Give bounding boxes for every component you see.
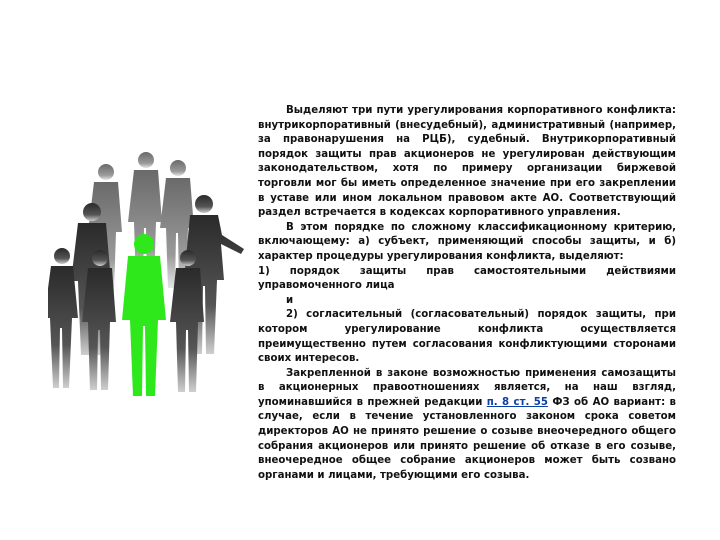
paragraph-4: и	[286, 294, 294, 306]
highlighted-green-person	[122, 234, 166, 396]
paragraph-1: Выделяют три пути урегулирования корпоративного конфликта: внутрикорпоративный (внесудебный), административный (например, за правонарушения на РЦБ), судебный. Внутрикорпоративный порядок защиты прав акционеров не урегулирован действующим законодательством, хотя по примеру организации биржевой торговли мог бы иметь определенное значение при его закреплении в уставе или ином локальном правовом акте АО. Соответствующий раздел встречается в кодексах корпоративного управления.	[258, 105, 676, 219]
paragraph-3: 1) порядок защиты прав самостоятельными действиями управомоченного лица	[258, 265, 676, 292]
paragraph-6-text-before: Закрепленной в законе возможностью применения самозащиты в акционерных правоотношениях является, на наш взгляд, упоминавшийся в прежней редакции	[258, 367, 676, 408]
main-text-block	[258, 104, 676, 483]
paragraph-2: В этом порядке по сложному классификационному критерию, включающему: а) субъект, применяющий способы защиты, и б) характер процедуры урегулирования конфликта, выделяют:	[258, 221, 676, 262]
business-people-silhouettes-image	[48, 150, 258, 410]
law-article-link[interactable]: п. 8 ст. 55	[486, 396, 548, 408]
paragraph-6	[258, 367, 676, 484]
paragraph-6-text-after: ФЗ об АО вариант: в случае, если в течение установленного законом срока советом директоров АО не принято решение о созыве внеочередного общего собрания акционеров или принято решение об отказе в его созыве, внеочередное общее собрание акционеров может быть созвано органами и лицами, требующими его созыва.	[258, 396, 676, 481]
paragraph-5: 2) согласительный (согласовательный) порядок защиты, при котором урегулирование конфликта осуществляется преимущественно путем согласования конфликтующими сторонами своих интересов.	[258, 309, 676, 365]
